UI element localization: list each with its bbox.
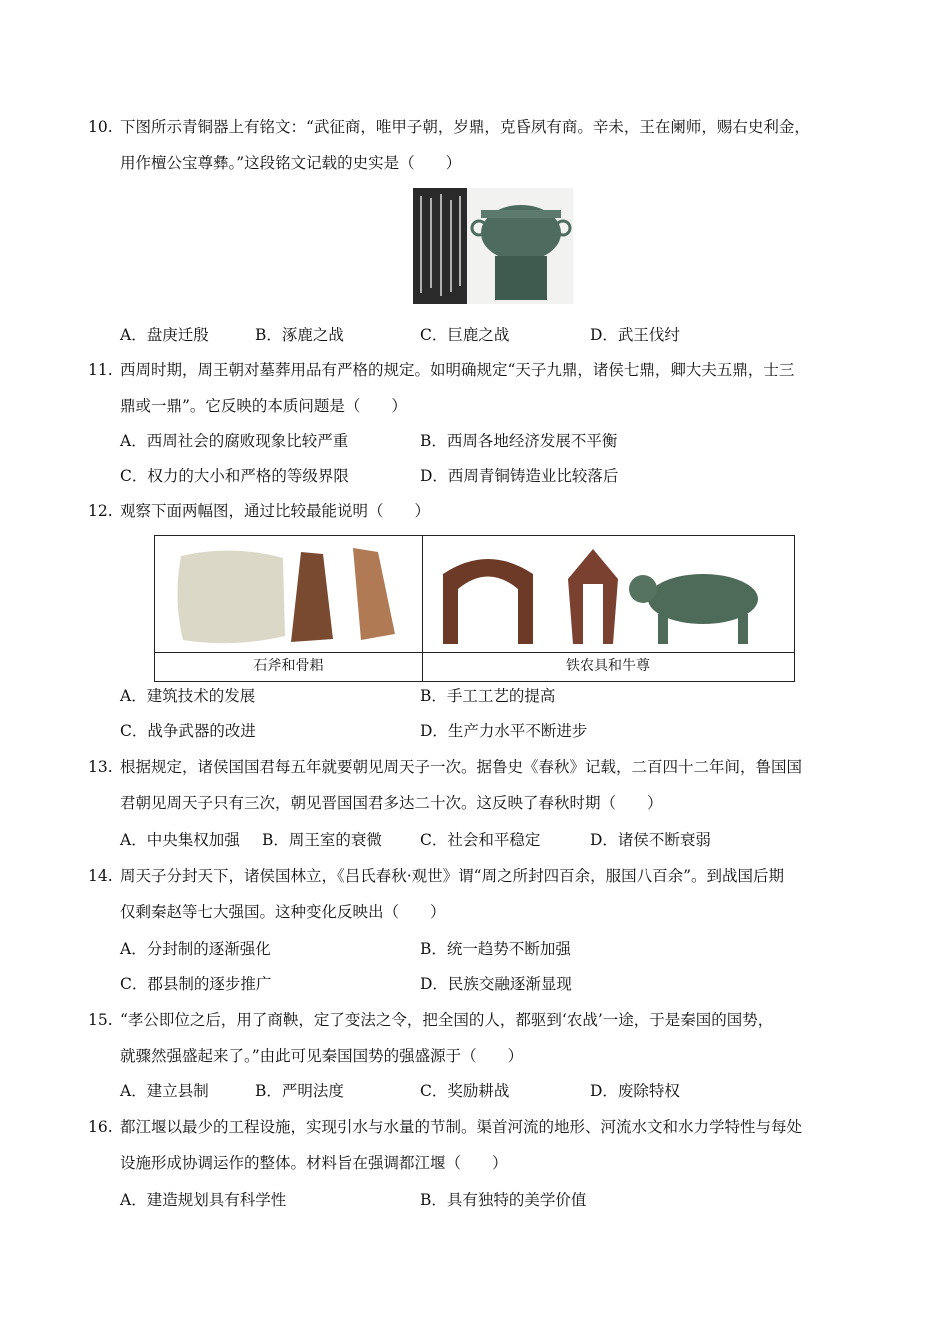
figure-caption-right: 铁农具和牛尊 bbox=[566, 658, 650, 674]
question-12-option-c[interactable]: C．战争武器的改进 bbox=[120, 722, 256, 740]
question-13-option-b[interactable]: B．周王室的衰微 bbox=[262, 831, 382, 849]
question-14-text: 仅剩秦赵等七大强国。这种变化反映出（ ） bbox=[120, 903, 446, 921]
stone-axe-bone-spade-image bbox=[173, 544, 413, 648]
question-15-option-d[interactable]: D．废除特权 bbox=[590, 1082, 680, 1100]
question-15-option-a[interactable]: A．建立县制 bbox=[120, 1082, 209, 1100]
question-12-number: 12. bbox=[88, 502, 113, 520]
question-11-option-c[interactable]: C．权力的大小和严格的等级界限 bbox=[120, 467, 349, 485]
question-10-number: 10. bbox=[88, 118, 113, 136]
question-15-number: 15. bbox=[88, 1011, 113, 1029]
question-13-option-d[interactable]: D．诸侯不断衰弱 bbox=[590, 831, 711, 849]
question-11-option-b[interactable]: B．西周各地经济发展不平衡 bbox=[420, 432, 618, 450]
question-16-number: 16. bbox=[88, 1118, 113, 1136]
question-16-text: 设施形成协调运作的整体。材料旨在强调都江堰（ ） bbox=[120, 1154, 508, 1172]
question-12-option-d[interactable]: D．生产力水平不断进步 bbox=[420, 722, 588, 740]
question-14-option-b[interactable]: B．统一趋势不断加强 bbox=[420, 940, 571, 958]
question-11-text: 鼎或一鼎”。它反映的本质问题是（ ） bbox=[120, 397, 407, 415]
question-15-text: “孝公即位之后，用了商鞅，定了变法之令，把全国的人，都驱到‘农战’一途，于是秦国的国势， bbox=[120, 1011, 774, 1029]
question-16-option-a[interactable]: A．建造规划具有科学性 bbox=[120, 1191, 287, 1209]
question-13-text: 根据规定，诸侯国国君每五年就要朝见周天子一次。据鲁史《春秋》记载，二百四十二年间，鲁国国 bbox=[120, 758, 803, 776]
question-14-text: 周天子分封天下，诸侯国林立，《吕氏春秋·观世》谓“周之所封四百余，服国八百余”。到战国后期 bbox=[120, 867, 785, 885]
question-16-text: 都江堰以最少的工程设施，实现引水与水量的节制。渠首河流的地形、河流水文和水力学特性与每处 bbox=[120, 1118, 803, 1136]
question-10-option-b[interactable]: B．涿鹿之战 bbox=[255, 326, 344, 344]
question-10-option-d[interactable]: D．武王伐纣 bbox=[590, 326, 680, 344]
question-12-option-a[interactable]: A．建筑技术的发展 bbox=[120, 687, 256, 705]
question-11-text: 西周时期，周王朝对墓葬用品有严格的规定。如明确规定“天子九鼎，诸侯七鼎，卿大夫五鼎，士三 bbox=[120, 361, 795, 379]
question-13-text: 君朝见周天子只有三次，朝见晋国国君多达二十次。这反映了春秋时期（ ） bbox=[120, 794, 663, 812]
bronze-vessel-inscription-image bbox=[413, 188, 573, 304]
question-13-option-a[interactable]: A．中央集权加强 bbox=[120, 831, 240, 849]
question-15-text: 就骤然强盛起来了。”由此可见秦国国势的强盛源于（ ） bbox=[120, 1047, 524, 1065]
question-11-option-a[interactable]: A．西周社会的腐败现象比较严重 bbox=[120, 432, 349, 450]
question-10-text: 用作檀公宝尊彝。”这段铭文记载的史实是（ ） bbox=[120, 154, 462, 172]
question-14-option-d[interactable]: D．民族交融逐渐显现 bbox=[420, 975, 572, 993]
question-14-option-a[interactable]: A．分封制的逐渐强化 bbox=[120, 940, 271, 958]
comparison-figure-table bbox=[154, 535, 795, 682]
question-10-option-c[interactable]: C．巨鹿之战 bbox=[420, 326, 510, 344]
question-13-option-c[interactable]: C．社会和平稳定 bbox=[420, 831, 541, 849]
question-15-option-c[interactable]: C．奖励耕战 bbox=[420, 1082, 510, 1100]
question-14-number: 14. bbox=[88, 867, 113, 885]
question-11-option-d[interactable]: D．西周青铜铸造业比较落后 bbox=[420, 467, 619, 485]
question-15-option-b[interactable]: B．严明法度 bbox=[255, 1082, 344, 1100]
question-10-option-a[interactable]: A．盘庚迁殷 bbox=[120, 326, 209, 344]
question-14-option-c[interactable]: C．郡县制的逐步推广 bbox=[120, 975, 272, 993]
iron-tools-ox-zun-image bbox=[433, 544, 788, 648]
figure-caption-left: 石斧和骨耜 bbox=[253, 658, 324, 674]
question-16-option-b[interactable]: B．具有独特的美学价值 bbox=[420, 1191, 587, 1209]
question-12-text: 观察下面两幅图，通过比较最能说明（ ） bbox=[120, 502, 431, 520]
question-11-number: 11. bbox=[88, 361, 113, 379]
question-12-option-b[interactable]: B．手工工艺的提高 bbox=[420, 687, 556, 705]
question-10-text: 下图所示青铜器上有铭文：“武征商，唯甲子朝，岁鼎，克昏夙有商。辛未，王在阑师，赐右史利金， bbox=[120, 118, 810, 136]
question-13-number: 13. bbox=[88, 758, 113, 776]
